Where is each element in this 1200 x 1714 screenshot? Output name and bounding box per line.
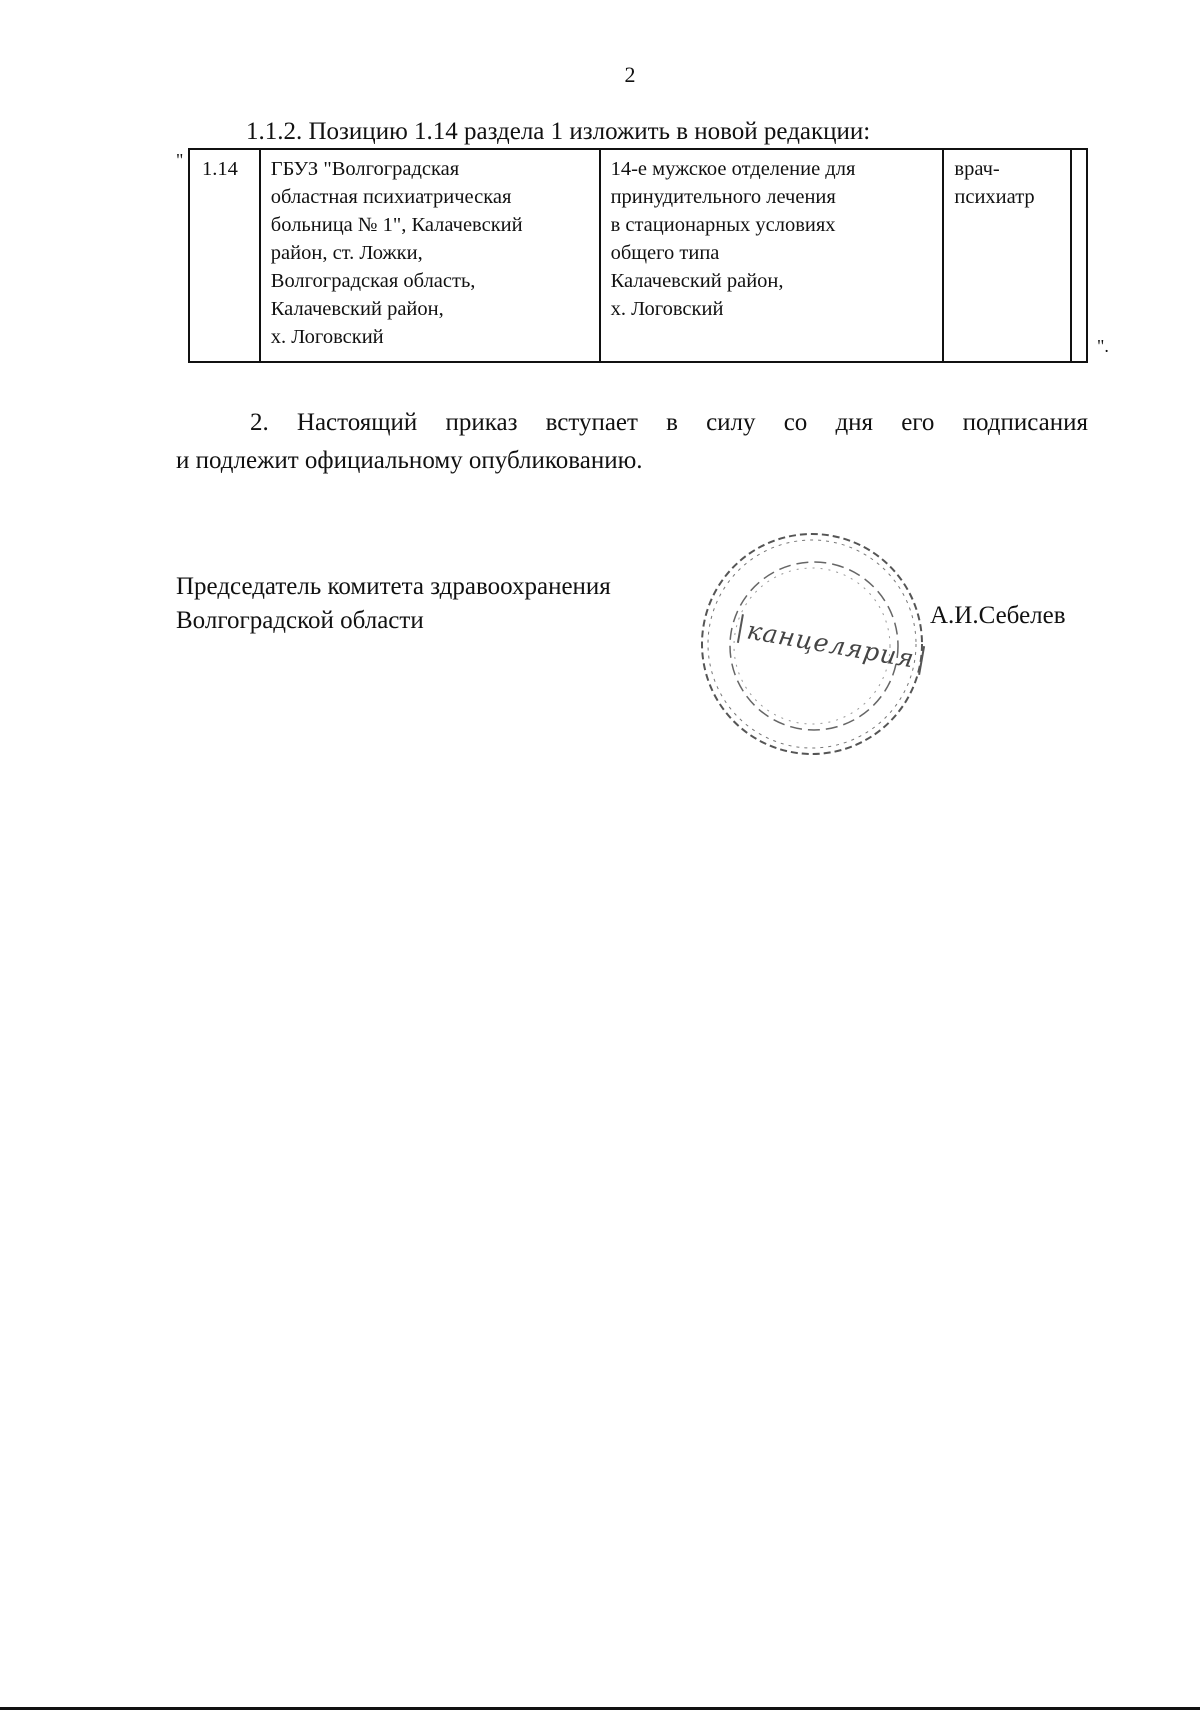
signer-title-line-1: Председатель комитета здравоохранения — [176, 573, 611, 600]
organization-line: Калачевский район, — [270, 298, 444, 320]
position-number: 1.14 — [202, 158, 238, 180]
signer-name: А.И.Себелев — [930, 602, 1066, 629]
department-line: общего типа — [610, 242, 720, 264]
organization-line: х. Логовский — [270, 326, 384, 348]
department-line: 14-е мужское отделение для — [610, 158, 856, 180]
office-stamp — [694, 526, 934, 766]
empty-cell — [1071, 149, 1087, 362]
organization-line: больница № 1", Калачевский — [270, 214, 523, 236]
opening-quote: " — [176, 150, 184, 170]
department-line: х. Логовский — [610, 298, 724, 320]
department-line: принудительного лечения — [610, 186, 836, 208]
position-table — [188, 148, 1088, 363]
specialist-cell — [943, 149, 1070, 362]
bottom-border — [0, 1707, 1200, 1710]
organization-line: Волгоградская область, — [270, 270, 476, 292]
specialist-line: психиатр — [954, 186, 1035, 208]
department-cell — [600, 149, 944, 362]
table-row — [189, 149, 1087, 362]
closing-quote: ". — [1097, 336, 1109, 356]
signer-title-line-2: Волгоградской области — [176, 607, 424, 634]
organization-line: областная психиатрическая — [270, 186, 512, 208]
stamp-text: канцелярия — [737, 614, 925, 675]
department-line: Калачевский район, — [610, 270, 784, 292]
item-heading: 1.1.2. Позицию 1.14 раздела 1 изложить в новой редакции: — [246, 118, 871, 145]
signer-title — [176, 570, 611, 638]
paragraph-2-line-2: и подлежит официальному опубликованию. — [176, 447, 643, 474]
position-number-cell — [189, 149, 260, 362]
organization-line: район, ст. Ложки, — [270, 242, 423, 264]
page-number: 2 — [624, 62, 636, 87]
organization-line: ГБУЗ "Волгоградская — [270, 158, 460, 180]
organization-cell — [260, 149, 600, 362]
paragraph-2-line-1: 2. Настоящий приказ вступает в силу со дня его подписания — [250, 409, 1088, 436]
specialist-line: врач- — [954, 158, 1000, 180]
paragraph-2 — [176, 404, 1088, 480]
department-line: в стационарных условиях — [610, 214, 836, 236]
